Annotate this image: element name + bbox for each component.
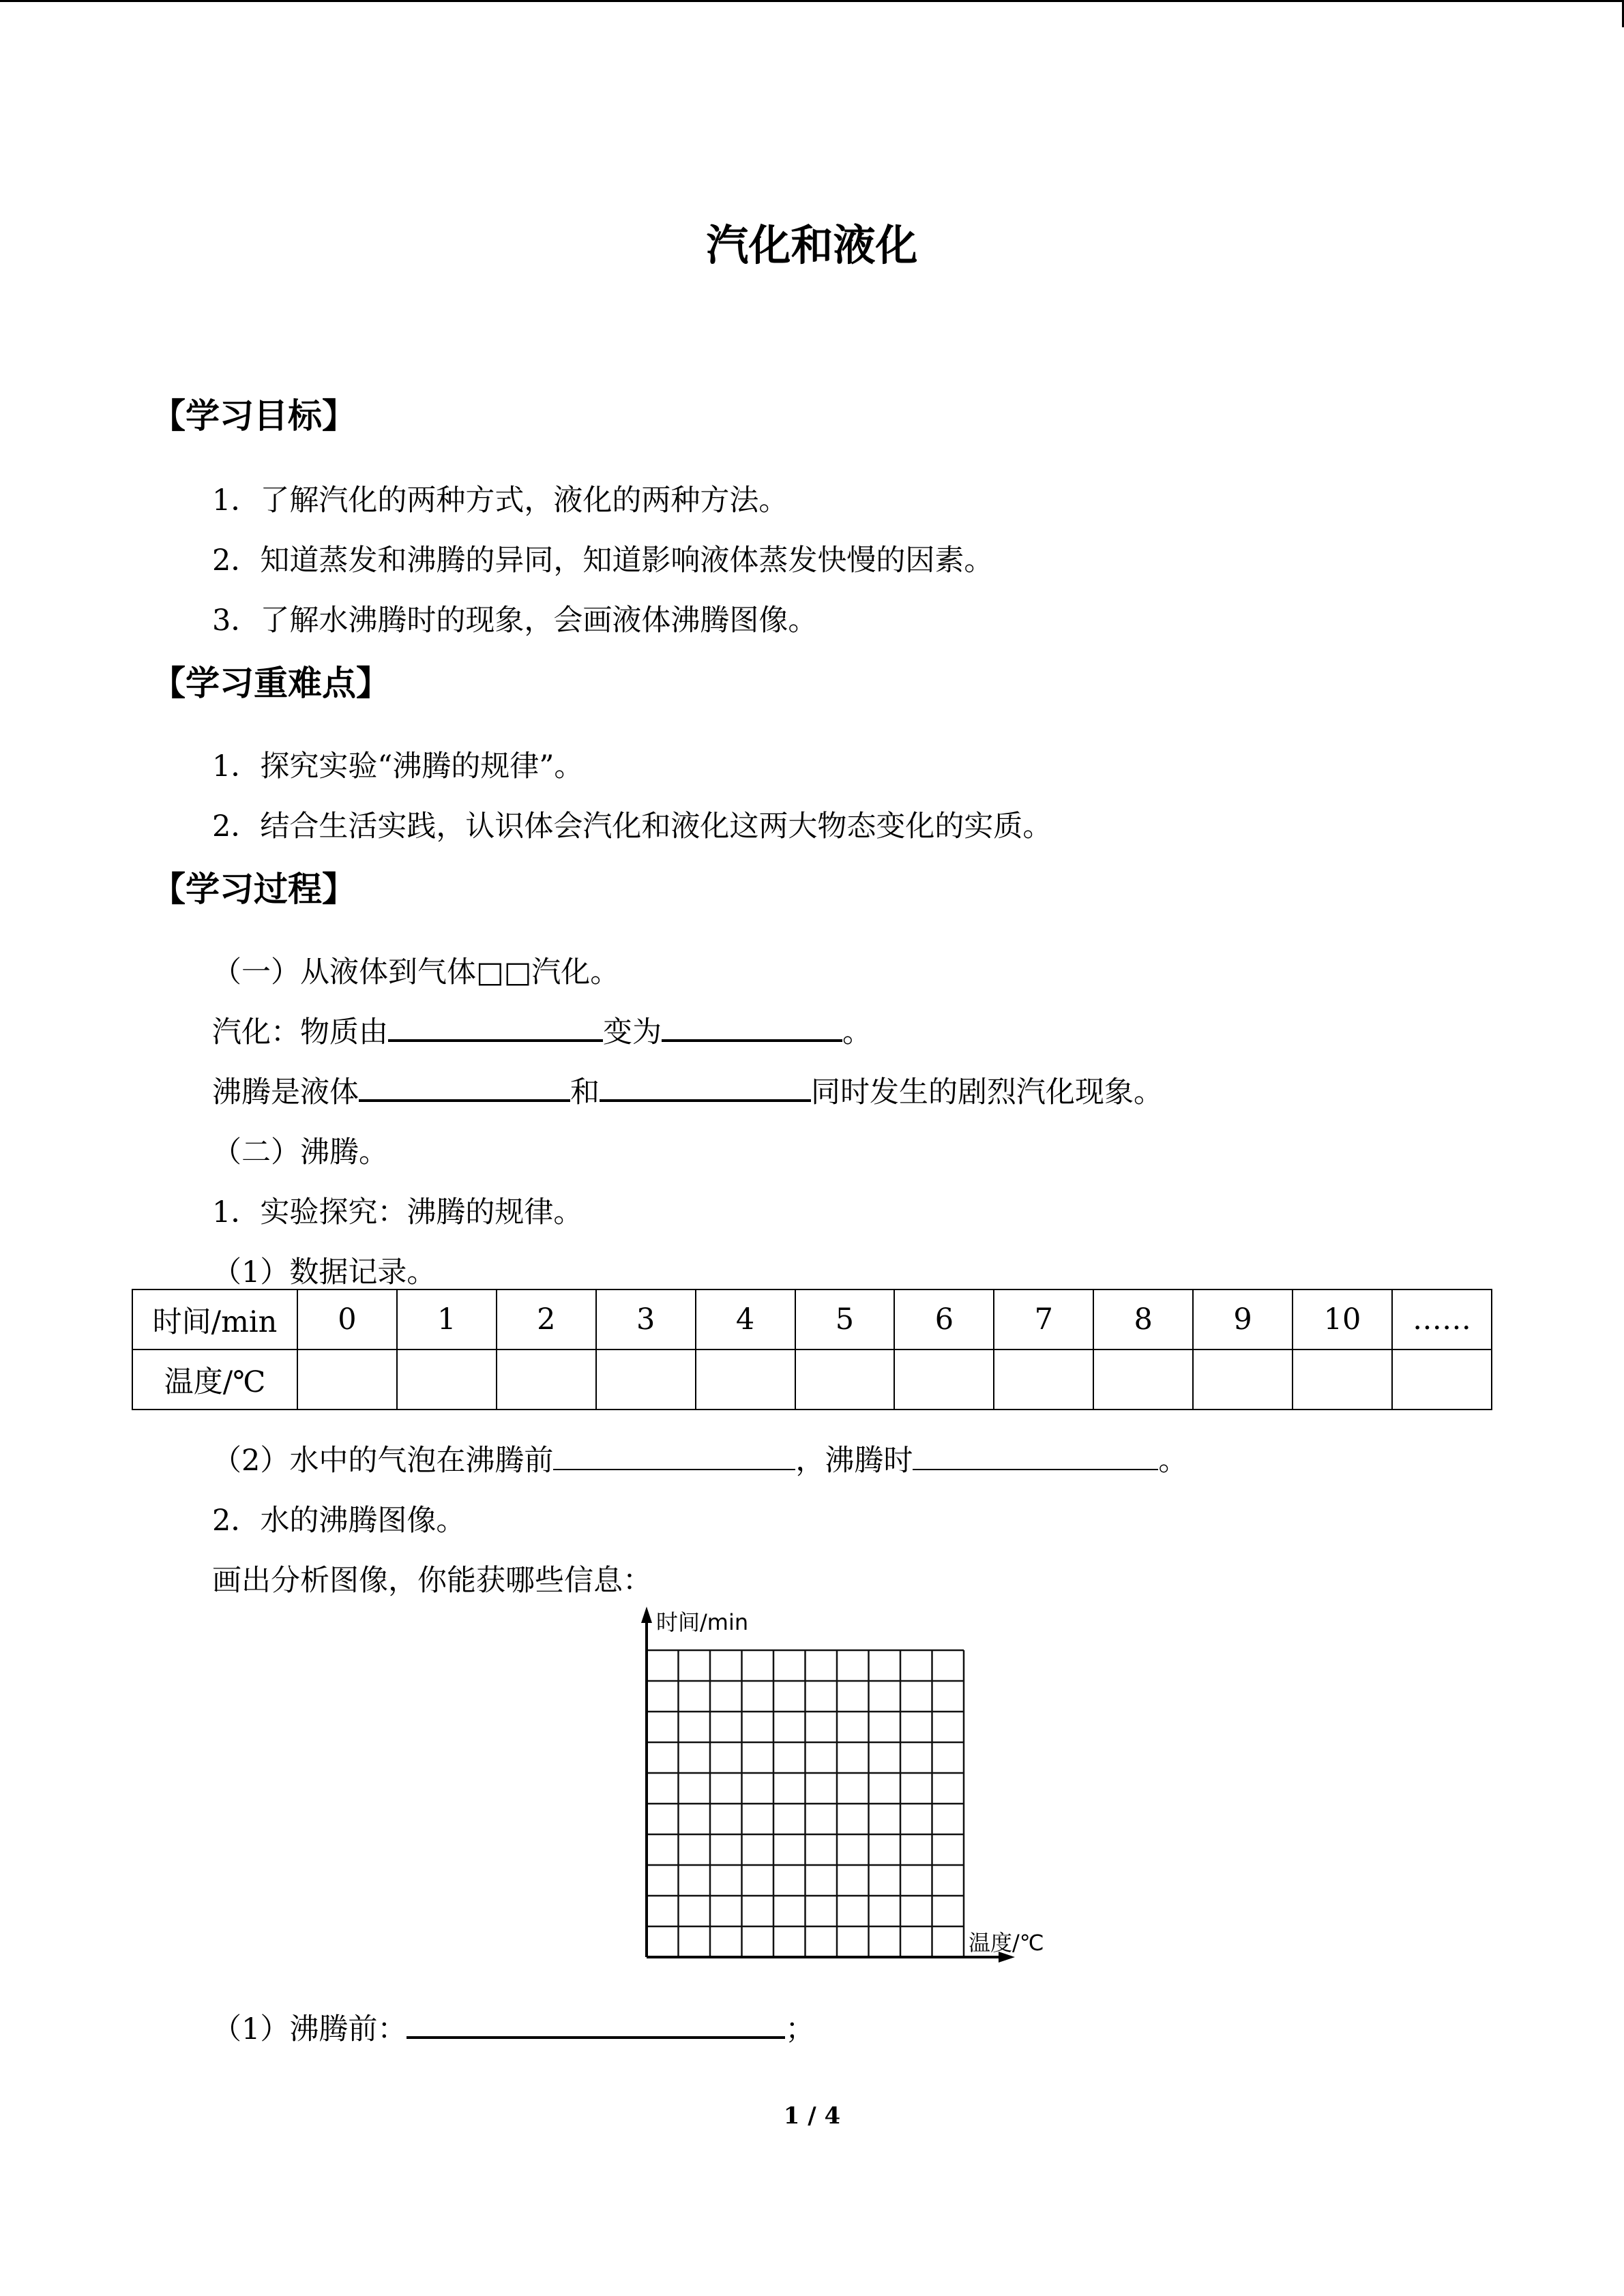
table-cell-temperature[interactable] bbox=[795, 1350, 895, 1410]
goal-item-2: 2．知道蒸发和沸腾的异同，知道影响液体蒸发快慢的因素。 bbox=[212, 543, 994, 578]
table-cell-time: 4 bbox=[696, 1289, 795, 1350]
heading-learning-process: 【学习过程】 bbox=[151, 869, 356, 909]
boiling-text-c: 同时发生的剧烈汽化现象。 bbox=[811, 1075, 1163, 1109]
part2-title: （二）沸腾。 bbox=[212, 1135, 388, 1169]
graph-title: 2．水的沸腾图像。 bbox=[212, 1504, 466, 1538]
table-cell-time: 5 bbox=[795, 1289, 895, 1350]
boiling-graph bbox=[600, 1602, 1091, 1984]
table-cell-temperature[interactable] bbox=[497, 1350, 596, 1410]
boiling-blank-1[interactable] bbox=[359, 1070, 570, 1102]
part1-title: （一）从液体到气体□□汽化。 bbox=[212, 955, 620, 989]
table-cell-time: 0 bbox=[297, 1289, 397, 1350]
heading-learning-goals: 【学习目标】 bbox=[151, 396, 356, 436]
table-cell-time: 2 bbox=[497, 1289, 596, 1350]
table-cell-temperature[interactable] bbox=[596, 1350, 696, 1410]
vaporization-blank-1[interactable] bbox=[388, 1010, 603, 1042]
bubbles-text-a: （2）水中的气泡在沸腾前 bbox=[212, 1444, 554, 1478]
boiling-definition bbox=[212, 1069, 1163, 1111]
table-cell-time: 3 bbox=[596, 1289, 696, 1350]
boiling-graph-svg bbox=[600, 1602, 1091, 1984]
y-axis-arrow-icon bbox=[641, 1607, 652, 1623]
table-row-time bbox=[132, 1289, 1492, 1350]
boiling-text-a: 沸腾是液体 bbox=[212, 1075, 359, 1109]
bubbles-text-b: ，沸腾时 bbox=[795, 1444, 913, 1478]
graph-prompt: 画出分析图像，你能获哪些信息： bbox=[212, 1564, 652, 1598]
vaporization-definition bbox=[212, 1009, 872, 1051]
before-boiling-text-a: （1）沸腾前： bbox=[212, 2012, 407, 2046]
page-title: 汽化和液化 bbox=[706, 220, 918, 270]
vaporization-text-b: 变为 bbox=[603, 1015, 662, 1049]
before-boiling-text-b: ； bbox=[785, 2012, 815, 2046]
table-cell-time: …… bbox=[1392, 1289, 1492, 1350]
table-cell-time: 9 bbox=[1193, 1289, 1293, 1350]
x-axis-label: 温度/℃ bbox=[969, 1930, 1044, 1956]
table-cell-temperature[interactable] bbox=[696, 1350, 795, 1410]
keypoint-item-2: 2．结合生活实践，认识体会汽化和液化这两大物态变化的实质。 bbox=[212, 809, 1052, 844]
table-cell-time: 7 bbox=[994, 1289, 1093, 1350]
bubbles-question bbox=[212, 1437, 1187, 1479]
vaporization-text-c: 。 bbox=[842, 1015, 872, 1049]
table-cell-time: 1 bbox=[397, 1289, 497, 1350]
goal-item-1: 1．了解汽化的两种方式，液化的两种方法。 bbox=[212, 483, 788, 518]
table-cell-time: 8 bbox=[1093, 1289, 1193, 1350]
table-cell-temperature[interactable] bbox=[297, 1350, 397, 1410]
boiling-text-b: 和 bbox=[570, 1075, 600, 1109]
bubbles-blank-2[interactable] bbox=[913, 1440, 1158, 1470]
table-cell-temperature[interactable] bbox=[1293, 1350, 1392, 1410]
table-header-temperature: 温度/℃ bbox=[132, 1350, 297, 1410]
table-header-time: 时间/min bbox=[132, 1289, 297, 1350]
graph-grid[interactable] bbox=[647, 1650, 964, 1957]
table-cell-temperature[interactable] bbox=[894, 1350, 994, 1410]
table-cell-temperature[interactable] bbox=[1093, 1350, 1193, 1410]
record-title: （1）数据记录。 bbox=[212, 1255, 437, 1289]
table-cell-temperature[interactable] bbox=[1392, 1350, 1492, 1410]
keypoint-item-1: 1．探究实验“沸腾的规律”。 bbox=[212, 749, 584, 784]
vaporization-text-a: 汽化：物质由 bbox=[212, 1015, 388, 1049]
y-axis-label: 时间/min bbox=[656, 1609, 749, 1635]
page-number: 1 / 4 bbox=[783, 2102, 841, 2130]
heading-key-points: 【学习重难点】 bbox=[151, 664, 390, 703]
before-boiling-blank[interactable] bbox=[407, 2007, 785, 2039]
table-cell-time: 6 bbox=[894, 1289, 994, 1350]
table-cell-temperature[interactable] bbox=[1193, 1350, 1293, 1410]
bubbles-blank-1[interactable] bbox=[553, 1440, 795, 1470]
before-boiling-question bbox=[212, 2006, 814, 2048]
page-top-border bbox=[0, 0, 1624, 2]
table-cell-temperature[interactable] bbox=[994, 1350, 1093, 1410]
bubbles-text-c: 。 bbox=[1158, 1444, 1188, 1478]
table-cell-temperature[interactable] bbox=[397, 1350, 497, 1410]
experiment-title: 1．实验探究：沸腾的规律。 bbox=[212, 1195, 583, 1229]
boiling-blank-2[interactable] bbox=[600, 1070, 811, 1102]
goal-item-3: 3．了解水沸腾时的现象，会画液体沸腾图像。 bbox=[212, 603, 818, 638]
table-row-temperature bbox=[132, 1350, 1492, 1410]
vaporization-blank-2[interactable] bbox=[662, 1010, 842, 1042]
data-record-table bbox=[132, 1289, 1492, 1410]
table-cell-time: 10 bbox=[1293, 1289, 1392, 1350]
